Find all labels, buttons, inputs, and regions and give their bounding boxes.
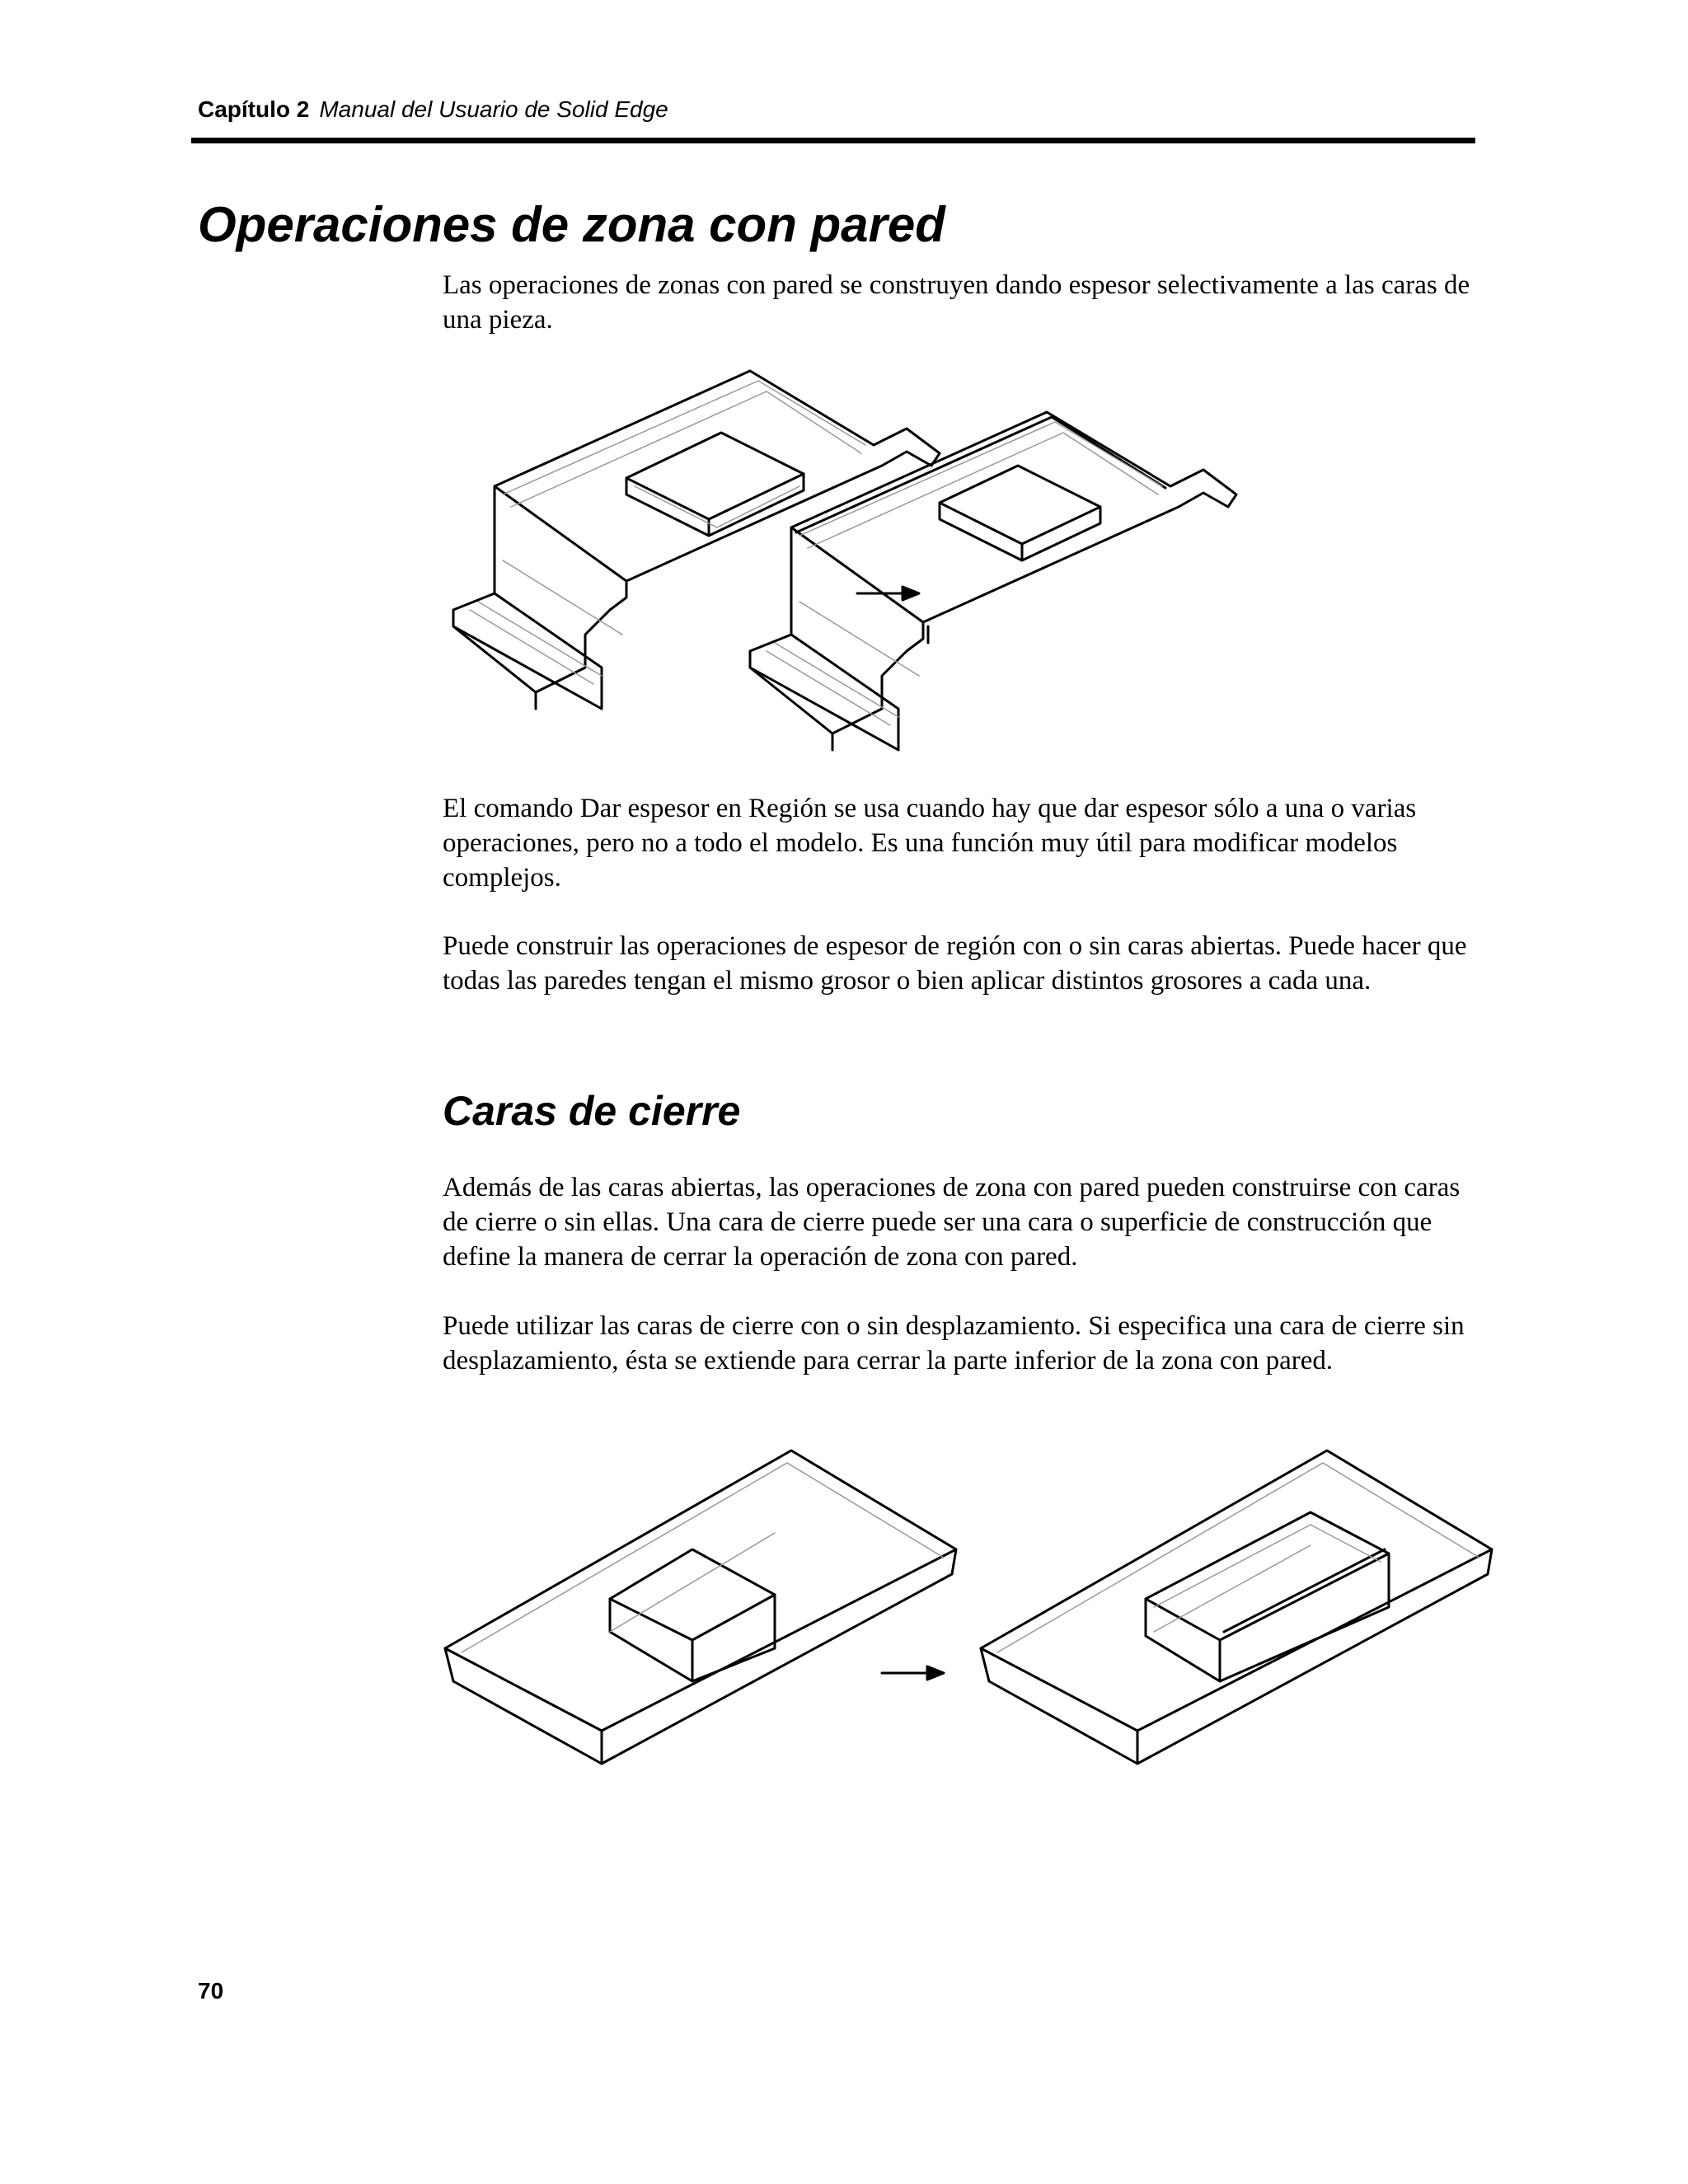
intro-paragraph: Las operaciones de zonas con pared se construyen dando espesor selectivamente a las caras de una pieza. bbox=[443, 270, 1470, 335]
section-title: Caras de cierre bbox=[443, 1088, 741, 1134]
figure-thin-region bbox=[437, 363, 1508, 775]
part-after-hidden bbox=[767, 422, 1162, 725]
paragraph-2: Puede construir las operaciones de espesor de región con o sin caras abiertas. Puede hacer que todas las paredes tengan el mismo grosor o bien aplicar distintos grosores a cada una. bbox=[443, 931, 1467, 996]
part-before bbox=[453, 371, 940, 709]
arrow-icon bbox=[882, 1666, 944, 1680]
page-number: 70 bbox=[198, 1978, 224, 2004]
chapter-label: Capítulo 2 bbox=[198, 96, 310, 122]
part-after bbox=[750, 412, 1236, 750]
tray-before bbox=[445, 1451, 956, 1764]
running-header bbox=[198, 96, 668, 123]
section-paragraph-1: Además de las caras abiertas, las operaciones de zona con pared pueden construirse con caras de cierre o sin ellas. Una cara de cierre puede ser una cara o superficie de construcción que define la manera de cerrar la operación de zona con pared. bbox=[443, 1173, 1461, 1272]
manual-title: Manual del Usuario de Solid Edge bbox=[319, 96, 668, 122]
tray-after bbox=[981, 1451, 1492, 1764]
figure-cap-faces bbox=[437, 1434, 1508, 1797]
figure-thin-region-drawing bbox=[437, 363, 1508, 775]
section-paragraph-2: Puede utilizar las caras de cierre con o sin desplazamiento. Si especifica una cara de cierre sin desplazamiento, ésta se extiende para cerrar la parte inferior de la zona con pared. bbox=[443, 1311, 1465, 1376]
paragraph-1: El comando Dar espesor en Región se usa cuando hay que dar espesor sólo a una o varias operaciones, pero no a todo el modelo. Es una función muy útil para modificar modelos complejos. bbox=[443, 794, 1417, 893]
tray-before-hidden bbox=[462, 1463, 944, 1652]
figure-cap-faces-drawing bbox=[437, 1434, 1508, 1797]
header-rule bbox=[191, 138, 1475, 143]
page-title: Operaciones de zona con pared bbox=[198, 197, 945, 252]
